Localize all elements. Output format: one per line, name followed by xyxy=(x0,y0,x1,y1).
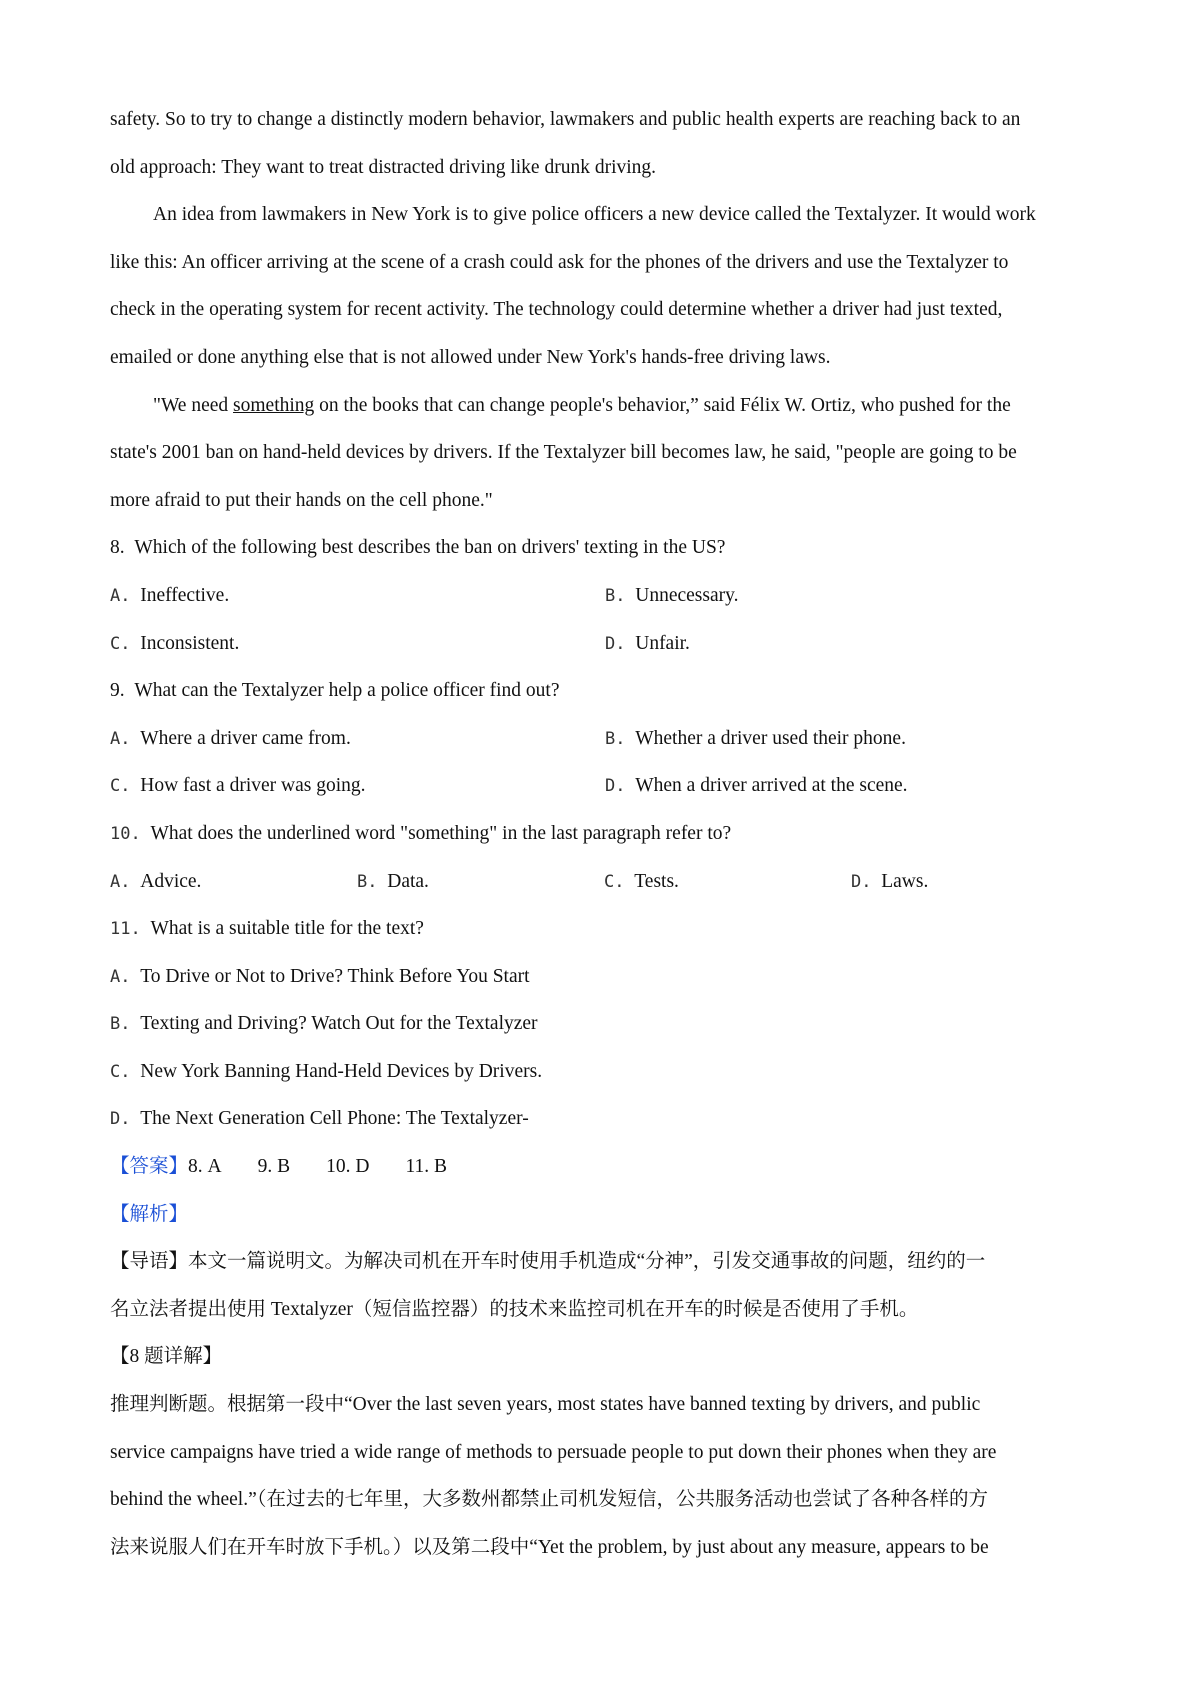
passage-p2-line1: An idea from lawmakers in New York is to give police officers a new device called the Textalyzer. It would work xyxy=(153,204,1036,226)
question-8 xyxy=(110,524,1100,572)
passage-p2-line4: emailed or done anything else that is not allowed under New York's hands-free driving laws. xyxy=(110,346,831,368)
question-number: 9. xyxy=(110,680,125,702)
option-a: A. Where a driver came from. xyxy=(110,727,351,749)
answer-9: 9. B xyxy=(257,1156,291,1178)
passage-p3-post: on the books that can change people's behavior,” said Félix W. Ortiz, who pushed for the xyxy=(314,394,1011,416)
analysis-q8-line4: 法来说服人们在开车时放下手机。）以及第二段中“Yet the problem, by just about any measure, appears to be xyxy=(110,1536,989,1558)
analysis-q8-line1: 推理判断题。根据第一段中“Over the last seven years, most states have banned texting by drivers, and public xyxy=(110,1394,981,1416)
question-8-options-row2 xyxy=(110,620,1100,668)
option-d: D. When a driver arrived at the scene. xyxy=(605,775,908,797)
question-8-options-row1 xyxy=(110,572,1100,620)
option-c: C. New York Banning Hand-Held Devices by Drivers. xyxy=(110,1060,543,1082)
option-b: B. Whether a driver used their phone. xyxy=(605,727,906,749)
answer-key xyxy=(110,1143,1100,1191)
question-11 xyxy=(110,905,1100,953)
option-c: C. Tests. xyxy=(604,870,679,892)
answer-10: 10. D xyxy=(326,1156,370,1178)
option-d: D. Laws. xyxy=(851,870,929,892)
question-number: 8. xyxy=(110,537,125,559)
option-b: B. Texting and Driving? Watch Out for the Textalyzer xyxy=(110,1013,538,1035)
option-d: D. The Next Generation Cell Phone: The Textalyzer- xyxy=(110,1108,529,1130)
passage-p3-line3: more afraid to put their hands on the cell phone." xyxy=(110,489,493,511)
option-d: D. Unfair. xyxy=(605,632,690,654)
answer-8: 8. A xyxy=(188,1156,222,1178)
passage-p1-line1: safety. So to try to change a distinctly modern behavior, lawmakers and public health experts are reaching back to an xyxy=(110,109,1021,130)
option-a: A. Ineffective. xyxy=(110,584,230,606)
passage-p3-line2: state's 2001 ban on hand-held devices by drivers. If the Textalyzer bill becomes law, he said, "people are going to be xyxy=(110,442,1017,464)
option-b: B. Unnecessary. xyxy=(605,584,739,606)
option-a: A. To Drive or Not to Drive? Think Before You Start xyxy=(110,965,530,987)
answer-11: 11. B xyxy=(405,1156,448,1178)
option-c: C. How fast a driver was going. xyxy=(110,775,366,797)
question-10 xyxy=(110,810,1100,858)
question-number: 10. xyxy=(110,823,141,844)
option-c: C. Inconsistent. xyxy=(110,632,240,654)
underlined-word: something xyxy=(233,394,315,416)
question-text: Which of the following best describes the ban on drivers' texting in the US? xyxy=(134,537,726,559)
question-9-options-row2 xyxy=(110,762,1100,810)
passage-p3-pre: "We need xyxy=(153,394,234,416)
option-a: A. Advice. xyxy=(110,870,202,892)
question-text: What can the Textalyzer help a police officer find out? xyxy=(134,680,560,702)
question-text: What is a suitable title for the text? xyxy=(150,918,424,940)
option-b: B. Data. xyxy=(357,870,429,892)
analysis-intro-line2: 名立法者提出使用 Textalyzer（短信监控器）的技术来监控司机在开车的时候是否使用了手机。 xyxy=(110,1298,919,1320)
analysis-intro-line1: 【导语】本文一篇说明文。为解决司机在开车时使用手机造成“分神”，引发交通事故的问题，纽约的一 xyxy=(110,1251,986,1273)
passage-p2-line2: like this: An officer arriving at the scene of a crash could ask for the phones of the drivers and use the Textalyzer to xyxy=(110,251,1009,273)
passage-p3-line1 xyxy=(110,382,1100,430)
passage-p2-line3: check in the operating system for recent activity. The technology could determine whether a driver had just texted, xyxy=(110,299,1003,321)
question-9 xyxy=(110,667,1100,715)
document-page xyxy=(110,96,1100,1571)
answer-label: 【答案】 xyxy=(110,1156,189,1178)
analysis-label: 【解析】 xyxy=(110,1203,189,1225)
analysis-q8-line3: behind the wheel.”（在过去的七年里，大多数州都禁止司机发短信，公共服务活动也尝试了各种各样的方 xyxy=(110,1489,988,1511)
question-10-options xyxy=(110,858,1100,906)
analysis-q8-heading: 【8 题详解】 xyxy=(110,1346,223,1368)
question-text: What does the underlined word "something" in the last paragraph refer to? xyxy=(150,822,732,844)
question-number: 11. xyxy=(110,919,141,940)
passage-p1-line2: old approach: They want to treat distracted driving like drunk driving. xyxy=(110,156,657,178)
analysis-q8-line2: service campaigns have tried a wide range of methods to persuade people to put down their phones when they are xyxy=(110,1441,997,1463)
question-9-options-row1 xyxy=(110,715,1100,763)
